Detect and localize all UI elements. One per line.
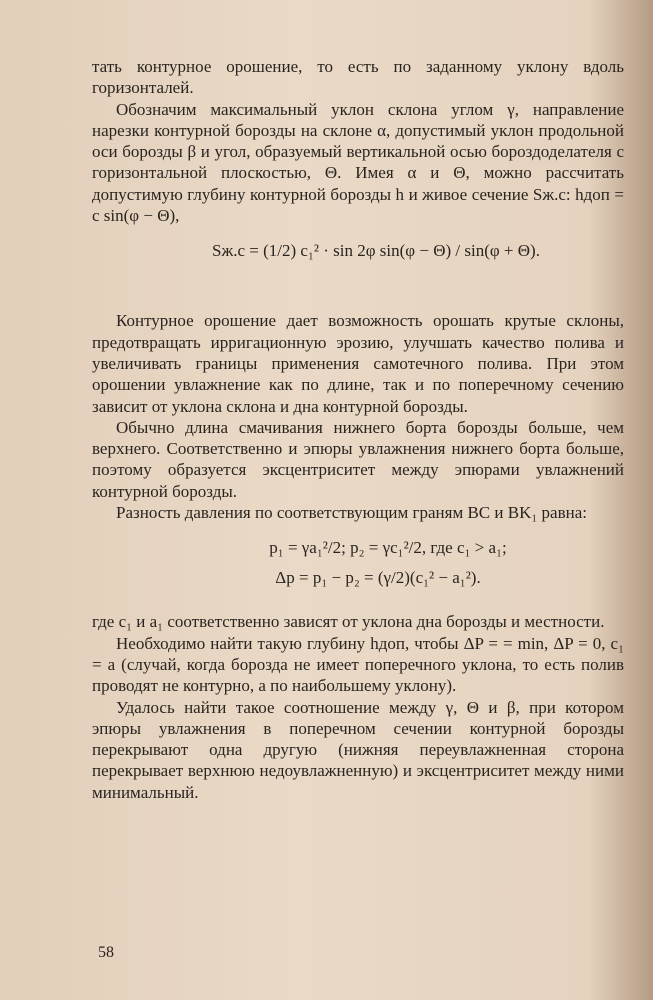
paragraph-8: Удалось найти такое соотношение между γ, Θ и β, при котором эпюры увлажнения в поперечном сечении контурной борозды перекрывают одна другую (нижняя переувлажненная сторона перекрывает верхнюю недоувлажненную) и эксцентриситет между ними минимальный. (92, 697, 624, 802)
paragraph-6: где c₁ и a₁ соответственно зависят от уклона дна борозды и местности. (92, 612, 605, 632)
paragraph-1: тать контурное орошение, то есть по заданному уклону вдоль горизонталей. (92, 57, 624, 98)
formula-section-area: Sж.с = (1/2) c₁² · sin 2φ sin(φ − Θ) / sin(φ + Θ). (212, 241, 540, 261)
paragraph-7: Необходимо найти такую глубину hдоп, чтобы ΔP = = min, ΔP = 0, c₁ = a (случай, когда борозда не имеет поперечного уклона, то есть полив проводят не контурно, а по наибольшему уклону). (92, 633, 624, 696)
page-content (92, 56, 624, 803)
paragraph-4: Обычно длина смачивания нижнего борта борозды больше, чем верхнего. Соответственно и эпюры увлажнения нижнего борта больше, поэтому образуется эксцентриситет между эпюрами увлажнений контурной борозды. (92, 417, 624, 501)
paragraph-5: Разность давления по соответствующим граням BC и BK₁ равна: (116, 503, 587, 523)
paragraph-3: Контурное орошение дает возможность орошать крутые склоны, предотвращать ирригационную эрозию, улучшать качество полива и увеличивать границы применения самотечного полива. При этом орошении увлажнение как по длине, так и по поперечному сечению зависит от уклона склона и дна контурной борозды. (92, 311, 624, 416)
paragraph-2: Обозначим максимальный уклон склона углом γ, направление нарезки контурной борозды на склоне α, допустимый уклон продольной оси борозды β и угол, образуемый вертикальной осью бороздоделателя с горизонтальной плоскостью, Θ. Имея α и Θ, можно рассчитать допустимую глубину контурной борозды h и живое сечение Sж.с: hдоп = c sin(φ − Θ), (92, 99, 624, 226)
formula-pressures: p₁ = γa₁²/2; p₂ = γc₁²/2, где c₁ > a₁; (269, 538, 507, 558)
page-number: 58 (98, 944, 114, 961)
formula-pressure-difference: Δp = p₁ − p₂ = (γ/2)(c₁² − a₁²). (275, 568, 481, 588)
